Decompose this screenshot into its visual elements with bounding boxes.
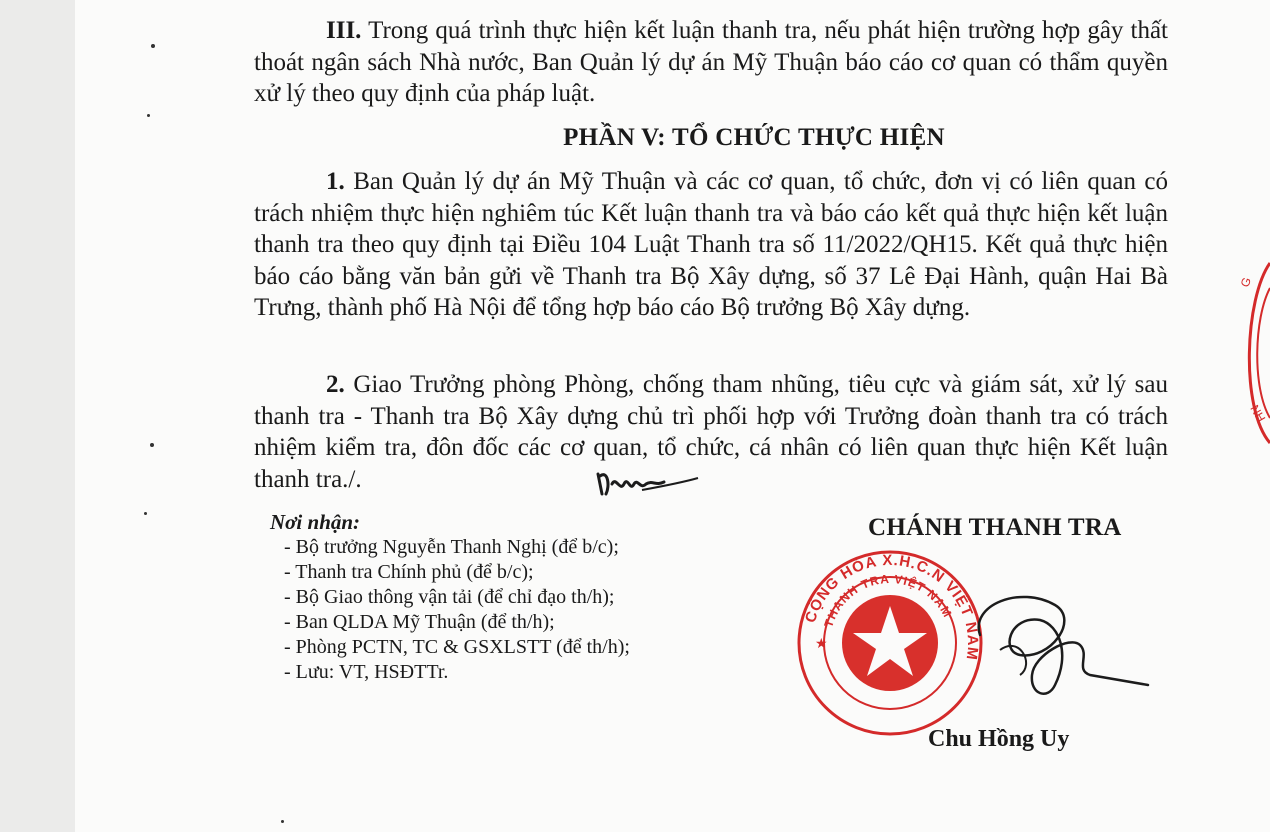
item-text: Ban Quản lý dự án Mỹ Thuận và các cơ quan, tổ chức, đơn vị có liên quan có trách nhiệm thực hiện nghiêm túc Kết luận thanh tra và báo cáo kết quả thực hiện kết luận thanh tra theo quy định tại Điều 104 Luật Thanh tra số 11/2022/QH15. Kết quả thực hiện báo cáo bằng văn bản gửi về Thanh tra Bộ Xây dựng, số 37 Lê Đại Hành, quận Hai Bà Trưng, thành phố Hà Nội để tổng hợp báo cáo Bộ trưởng Bộ Xây dựng. [254,168,1168,321]
list-item: - Phòng PCTN, TC & GSXLSTT (để th/h); [284,636,630,658]
recipients-block [270,510,630,685]
svg-text:THANH TRA VIỆT NAM: THANH TRA VIỆT NAM [821,571,955,630]
handwritten-initials [594,464,704,504]
item-text: Giao Trưởng phòng Phòng, chống tham nhũng, tiêu cực và giám sát, xử lý sau thanh tra - Thanh tra Bộ Xây dựng chủ trì phối hợp với Trưởng đoàn thanh tra có trách nhiệm kiểm tra, đôn đốc các cơ quan, tổ chức, cá nhân có liên quan thực hiện Kết luận thanh tra./. [254,371,1168,493]
paragraph-text: Trong quá trình thực hiện kết luận thanh tra, nếu phát hiện trường hợp gây thất thoát ngân sách Nhà nước, Ban Quản lý dự án Mỹ Thuận báo cáo cơ quan có thẩm quyền xử lý theo quy định của pháp luật. [254,17,1168,107]
hole-punch-mark [151,44,155,48]
item-2 [254,369,1168,495]
item-1 [254,166,1168,324]
page-margin [0,0,75,832]
list-item: - Bộ Giao thông vận tải (để chỉ đạo th/h); [284,586,615,608]
recipients-title: Nơi nhận: [270,510,361,534]
list-item: - Bộ trưởng Nguyễn Thanh Nghị (để b/c); [284,536,619,558]
paragraph-III [254,15,1168,110]
list-item: - Ban QLDA Mỹ Thuận (để th/h); [284,611,555,633]
item-number: 2. [326,371,345,398]
list-item: - Lưu: VT, HSĐTTr. [284,661,449,683]
recipients-list [270,535,630,685]
hole-punch-mark [144,512,147,515]
svg-text:CỘNG HÒA X.H.C.N VIỆT NAM: CỘNG HÒA X.H.C.N VIỆT NAM [801,551,982,662]
signer-name: Chu Hồng Uy [928,726,1070,752]
section-heading: PHẦN V: TỔ CHỨC THỰC HIỆN [563,124,945,151]
item-number: 1. [326,168,345,195]
list-item: - Thanh tra Chính phủ (để b/c); [284,561,534,583]
paragraph-number: III. [326,17,362,44]
partial-seal-stamp [1237,258,1270,448]
svg-text:NH: NH [1247,402,1269,425]
svg-text:★: ★ [815,635,828,651]
hole-punch-mark [150,443,154,447]
hole-punch-mark [147,114,150,117]
handwritten-signature [960,575,1160,715]
official-seal-stamp [795,548,985,738]
hole-punch-mark [281,820,284,823]
svg-text:G: G [1237,275,1255,290]
signer-title: CHÁNH THANH TRA [868,514,1122,541]
